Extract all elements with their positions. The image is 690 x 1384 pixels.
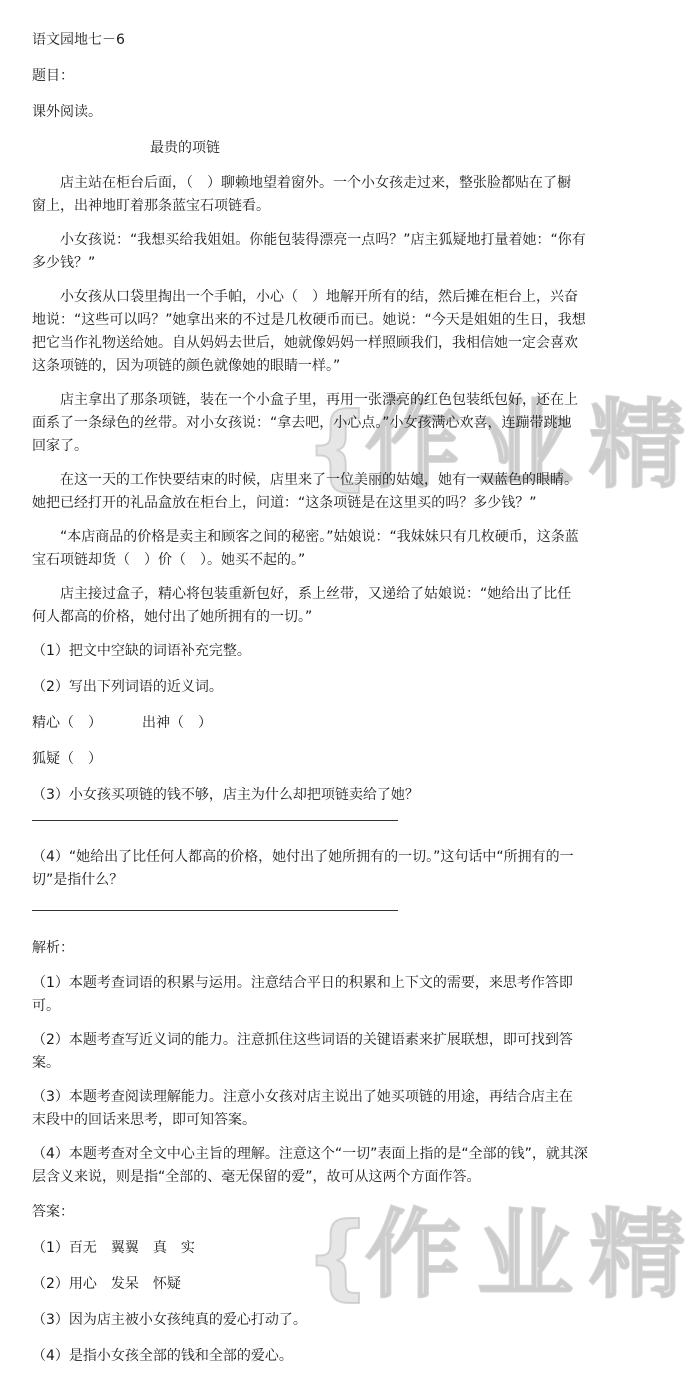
story-line: 在这一天的工作快要结束的时候，店里来了一位美丽的姑娘，她有一双蓝色的眼睛。	[60, 472, 578, 488]
svg-text:作业精: 作业精	[365, 1200, 685, 1305]
analysis-item: （1）本题考查词语的积累与运用。注意结合平日的积累和上下文的需要，来思考作答即	[32, 975, 573, 991]
answer-line	[32, 910, 398, 911]
answer-item: （2）用心 发呆 怀疑	[32, 1276, 181, 1292]
synonym-item: 精心（ ）	[32, 715, 102, 731]
answer-item: （1）百无 翼翼 真 实	[32, 1240, 195, 1256]
analysis-item: 层含义来说，则是指“全部的、毫无保留的爱”，故可从这两个方面作答。	[32, 1169, 481, 1185]
story-line: 小女孩从口袋里掏出一个手帕，小心（ ）地解开所有的结，然后摊在柜台上，兴奋	[60, 289, 578, 305]
question-4: 切”是指什么？	[32, 872, 124, 888]
analysis-item: 案。	[32, 1055, 60, 1071]
story-line: 多少钱？”	[32, 255, 96, 271]
answer-item: （3）因为店主被小女孩纯真的爱心打动了。	[32, 1312, 307, 1328]
page-title: 语文园地七－6	[32, 32, 125, 48]
story-line: 店主接过盒子，精心将包装重新包好，系上丝带，又递给了姑娘说：“她给出了比任	[60, 586, 572, 602]
question-4: （4）“她给出了比任何人都高的价格，她付出了她所拥有的一切。”这句话中“所拥有的一	[32, 849, 574, 865]
question-label: 题目：	[32, 68, 74, 84]
analysis-item: （2）本题考查写近义词的能力。注意抓住这些词语的关键语素来扩展联想，即可找到答	[32, 1032, 573, 1048]
svg-text:作业精: 作业精	[365, 390, 685, 495]
svg-text:{: {	[305, 393, 371, 495]
story-title: 最贵的项链	[150, 140, 220, 156]
story-line: “本店商品的价格是卖主和顾客之间的秘密。”姑娘说：“我妹妹只有几枚硬币，这条蓝	[60, 529, 579, 545]
story-line: 店主站在柜台后面，（ ）聊赖地望着窗外。一个小女孩走过来，整张脸都贴在了橱	[60, 175, 571, 191]
answer-item: （4）是指小女孩全部的钱和全部的爱心。	[32, 1348, 293, 1364]
question-1: （1）把文中空缺的词语补充完整。	[32, 643, 251, 659]
analysis-label: 解析：	[32, 940, 74, 956]
question-3: （3）小女孩买项链的钱不够，店主为什么却把项链卖给了她？	[32, 787, 419, 803]
synonym-item: 狐疑（ ）	[32, 751, 102, 767]
story-line: 宝石项链却货（ ）价（ ）。她买不起的。”	[32, 552, 306, 568]
analysis-item: （4）本题考查对全文中心主旨的理解。注意这个“一切”表面上指的是“全部的钱”，就其深	[32, 1146, 588, 1162]
story-line: 窗上，出神地盯着那条蓝宝石项链看。	[32, 198, 270, 214]
story-line: 小女孩说：“我想买给我姐姐。你能包装得漂亮一点吗？”店主狐疑地打量着她：“你有	[60, 232, 586, 248]
story-line: 这条项链的，因为项链的颜色就像她的眼睛一样。”	[32, 358, 341, 374]
story-line: 店主拿出了那条项链，装在一个小盒子里，再用一张漂亮的红色包装纸包好，还在上	[60, 392, 578, 408]
story-line: 回家了。	[32, 438, 88, 454]
analysis-item: 可。	[32, 998, 60, 1014]
synonym-item: 出神（ ）	[142, 715, 212, 731]
analysis-item: 末段中的回话来思考，即可知答案。	[32, 1112, 256, 1128]
answer-line	[32, 820, 398, 821]
story-line: 把它当作礼物送给她。自从妈妈去世后，她就像妈妈一样照顾我们，我相信她一定会喜欢	[32, 335, 578, 351]
analysis-item: （3）本题考查阅读理解能力。注意小女孩对店主说出了她买项链的用途，再结合店主在	[32, 1089, 573, 1105]
answer-label: 答案：	[32, 1204, 74, 1220]
question-2: （2）写出下列词语的近义词。	[32, 679, 223, 695]
story-line: 面系了一条绿色的丝带。对小女孩说：“拿去吧，小心点。”小女孩满心欢喜，连蹦带跳地	[32, 415, 572, 431]
story-line: 她把已经打开的礼品盒放在柜台上，问道：“这条项链是在这里买的吗？多少钱？”	[32, 495, 537, 511]
story-line: 何人都高的价格，她付出了她所拥有的一切。”	[32, 609, 313, 625]
story-line: 地说：“这些可以吗？”她拿出来的不过是几枚硬币而已。她说：“今天是姐姐的生日，我想	[32, 312, 586, 328]
section-heading: 课外阅读。	[32, 104, 102, 120]
svg-text:{: {	[305, 1203, 371, 1305]
